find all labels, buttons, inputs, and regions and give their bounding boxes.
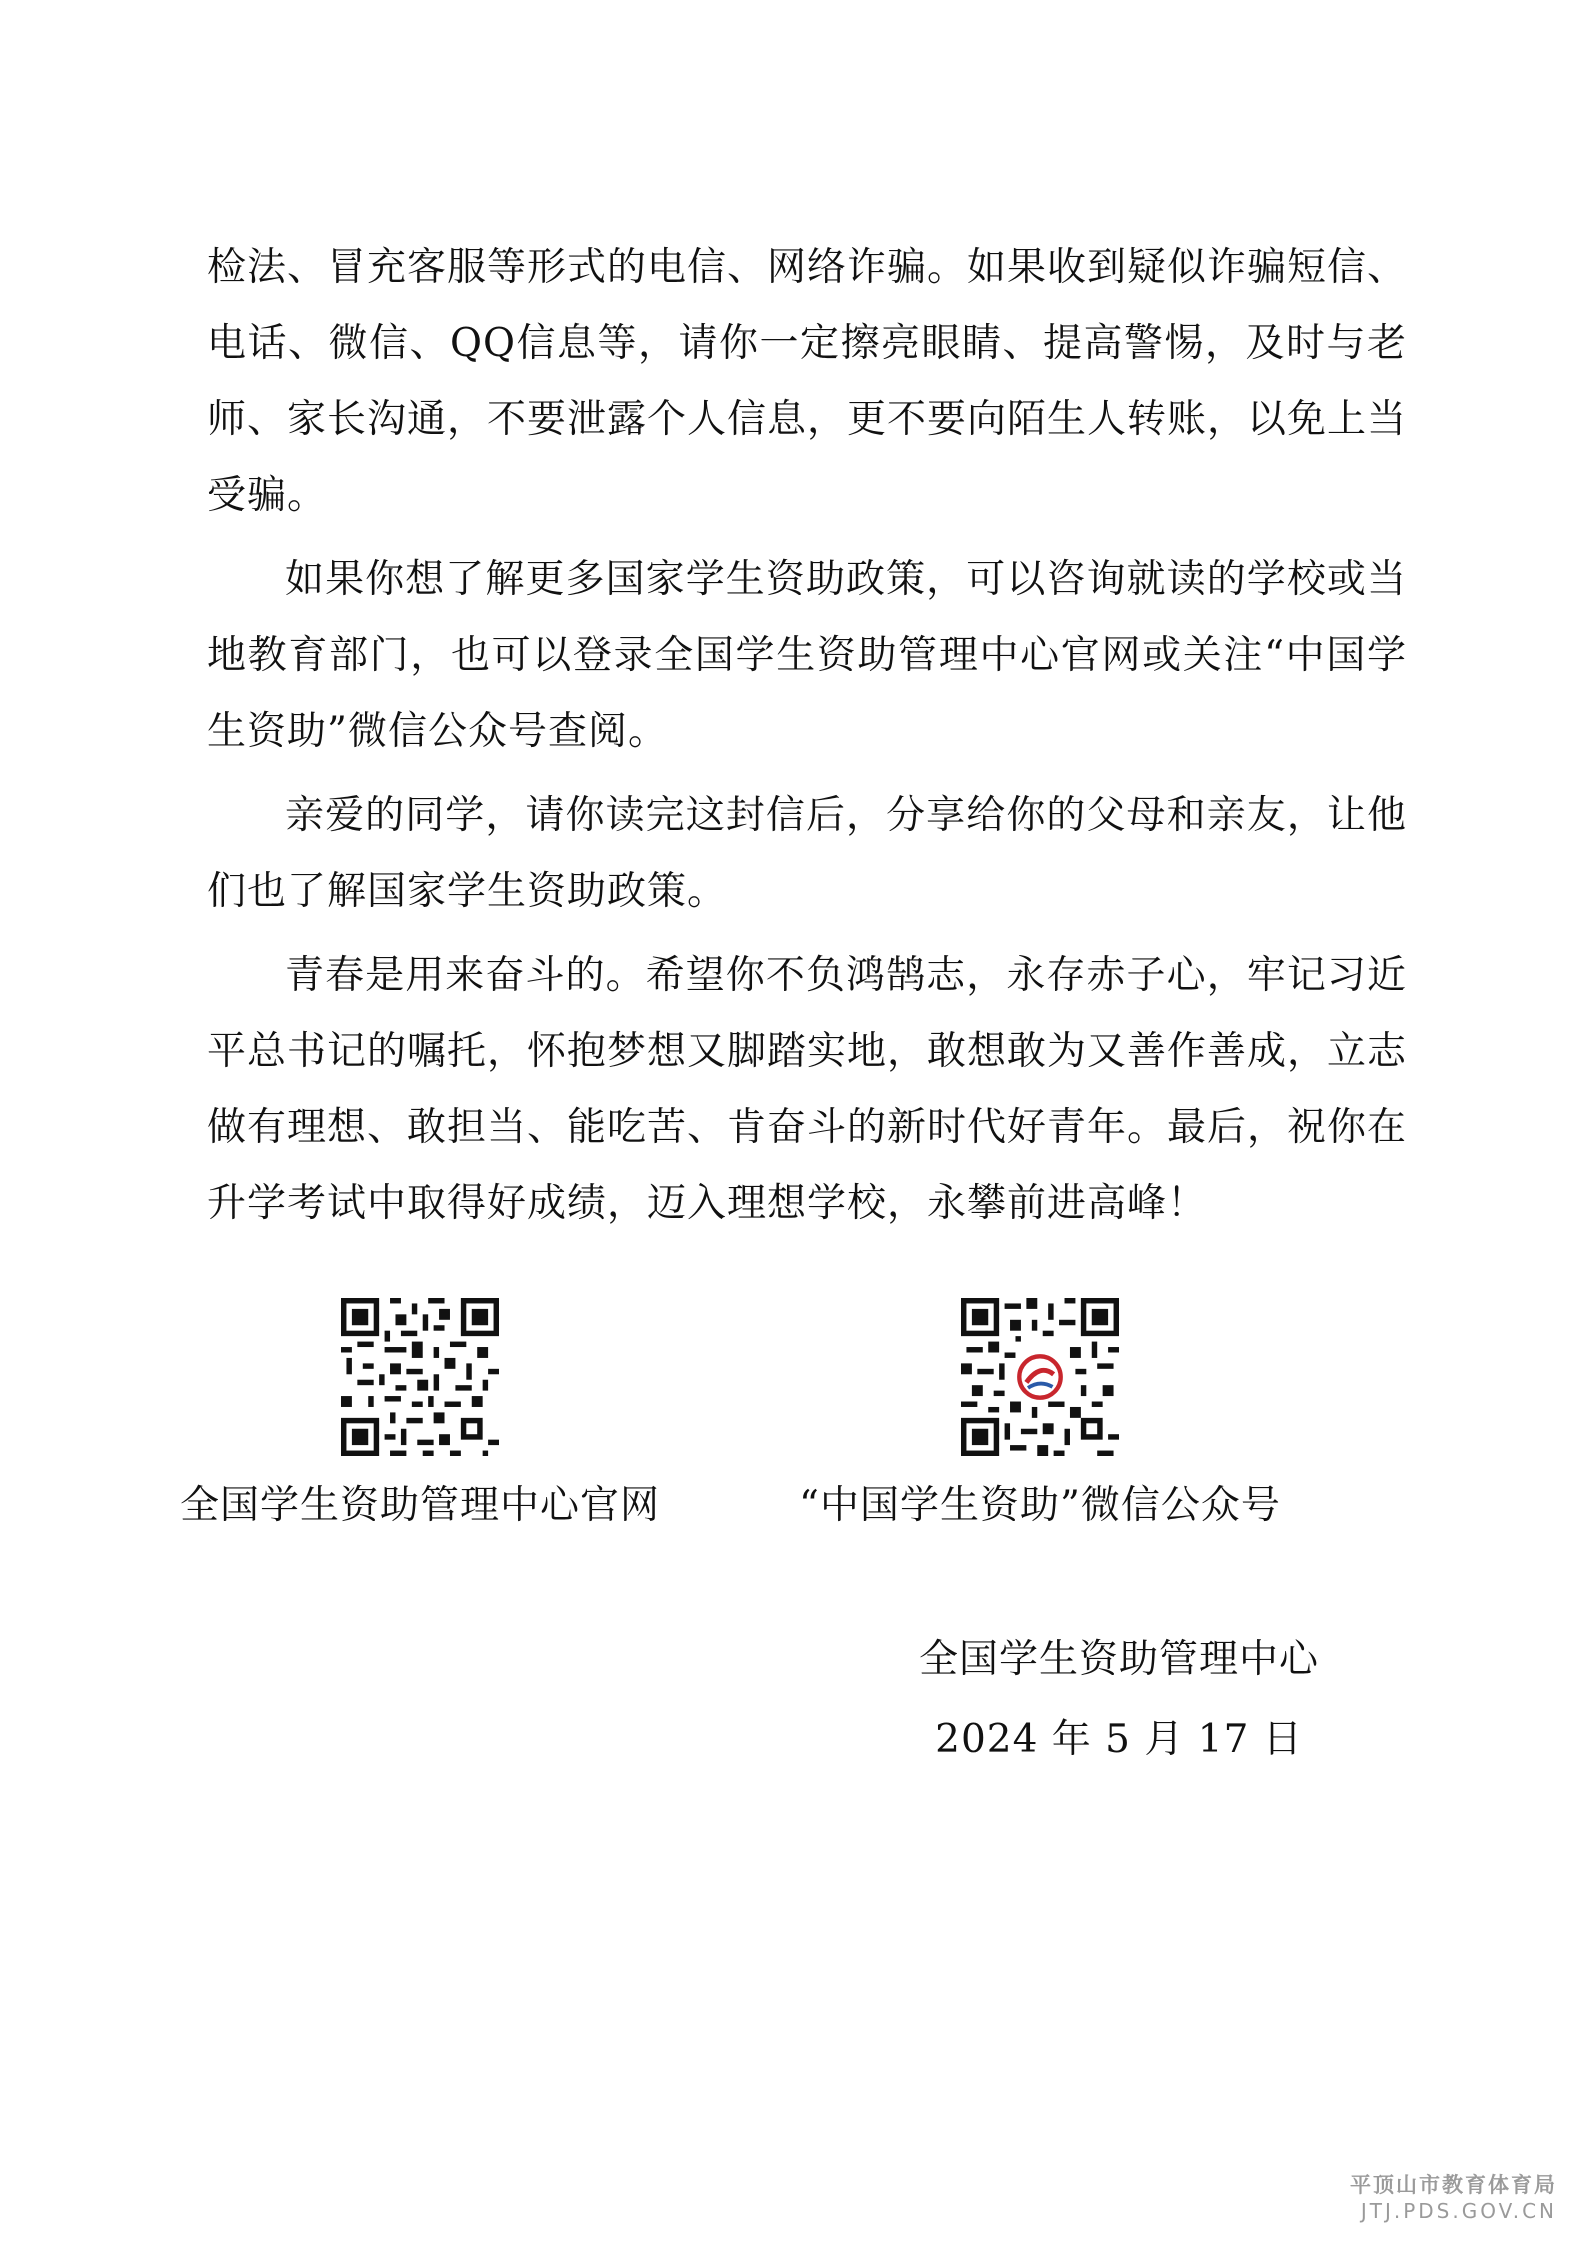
qr-block-wechat-account [780,1298,1300,1530]
qr-caption-wechat-account: “中国学生资助”微信公众号 [799,1483,1281,1528]
watermark-site-url: JTJ.PDS.GOV.CN [1360,2199,1557,2223]
paragraph-share: 亲爱的同学，请你读完这封信后，分享给你的父母和亲友，让他们也了解国家学生资助政策。 [207,793,1407,914]
qr-code-icon [341,1298,499,1456]
watermark-site-name: 平顶山市教育体育局 [1350,2173,1557,2197]
qr-block-official-website [160,1298,680,1530]
paragraph-closing: 青春是用来奋斗的。希望你不负鸿鹄志，永存赤子心，牢记习近平总书记的嘱托，怀抱梦想又脚踏实地，敢想敢为又善作善成，立志做有理想、敢担当、能吃苦、肯奋斗的新时代好青年。最后，祝你在升学考试中取得好成绩，迈入理想学校，永攀前进高峰！ [207,953,1408,1226]
letter-body [207,230,1407,1250]
signature-organization: 全国学生资助管理中心 [918,1637,1319,1682]
paragraph-more-info: 如果你想了解更多国家学生资助政策，可以咨询就读的学校或当地教育部门，也可以登录全国学生资助管理中心官网或关注“中国学生资助”微信公众号查阅。 [207,557,1407,754]
qr-code-icon [961,1298,1119,1456]
signature-date: 2024 年 5 月 17 日 [935,1717,1303,1762]
signature-block [919,1620,1319,1780]
qr-caption-official-website: 全国学生资助管理中心官网 [179,1483,660,1528]
paragraph-fraud-warning: 检法、冒充客服等形式的电信、网络诈骗。如果收到疑似诈骗短信、电话、微信、QQ信息等，请你一定擦亮眼睛、提高警惕，及时与老师、家长沟通，不要泄露个人信息，更不要向陌生人转账，以免上当受骗。 [207,245,1408,518]
site-watermark [1350,2169,1557,2223]
